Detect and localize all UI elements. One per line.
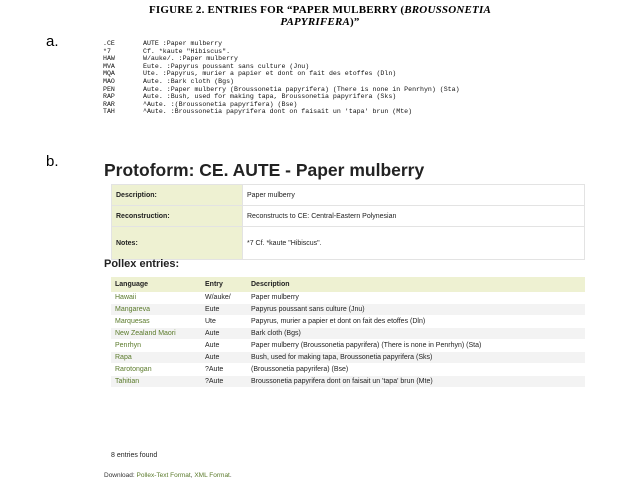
raw-entry-code: MVA bbox=[103, 62, 115, 70]
notes-value: *7 Cf. *kaute "Hibiscus". bbox=[243, 227, 585, 260]
description-cell: (Broussonetia papyrifera) (Bse) bbox=[247, 364, 585, 376]
table-row bbox=[111, 364, 585, 376]
raw-entry-text: ^Aute. :Broussonetia papyrifera dont on faisait un 'tapa' brun (Mte) bbox=[143, 108, 413, 116]
reconstruction-label: Reconstruction: bbox=[112, 206, 243, 227]
raw-entry-line bbox=[103, 78, 460, 86]
raw-entry-code: PEN bbox=[103, 85, 115, 93]
raw-entry-line bbox=[103, 40, 460, 48]
raw-entry-code: .CE bbox=[103, 40, 115, 47]
figure-title-italic-1: BROUSSONETIA bbox=[404, 4, 491, 16]
raw-entry-text: ^Aute. :(Broussonetia papyrifera) (Bse) bbox=[143, 100, 298, 108]
description-cell: Paper mulberry bbox=[247, 292, 585, 304]
column-header-language[interactable]: Language bbox=[111, 277, 201, 292]
raw-entry-code: MQA bbox=[103, 70, 115, 78]
language-link[interactable]: Penrhyn bbox=[111, 340, 201, 352]
reconstruction-value: Reconstructs to CE: Central-Eastern Polynesian bbox=[243, 206, 585, 227]
entry-cell: W/auke/ bbox=[201, 292, 247, 304]
figure-title-prefix: FIGURE 2. ENTRIES FOR “PAPER MULBERRY ( bbox=[149, 4, 405, 16]
download-label: Download: bbox=[104, 472, 135, 479]
description-cell: Paper mulberry (Broussonetia papyrifera) (There is none in Penrhyn) (Sta) bbox=[247, 340, 585, 352]
raw-entry-code: *7 bbox=[103, 47, 111, 55]
raw-entry-line bbox=[103, 108, 460, 116]
raw-entry-text: AUTE :Paper mulberry bbox=[143, 40, 223, 47]
raw-entry-line bbox=[103, 70, 460, 78]
description-cell: Bark cloth (Bgs) bbox=[247, 328, 585, 340]
raw-entry-line bbox=[103, 86, 460, 94]
entry-cell: ?Aute bbox=[201, 364, 247, 376]
entry-cell: Aute bbox=[201, 340, 247, 352]
raw-entry-line bbox=[103, 93, 460, 101]
language-link[interactable]: New Zealand Maori bbox=[111, 328, 201, 340]
download-xml-format-link[interactable]: XML Format bbox=[194, 472, 230, 479]
table-row bbox=[111, 316, 585, 328]
raw-entry-code: RAR bbox=[103, 100, 115, 108]
pollex-entries-body bbox=[111, 292, 585, 388]
entry-cell: ?Aute bbox=[201, 376, 247, 388]
download-text-format-link[interactable]: Pollex-Text Format bbox=[136, 472, 191, 479]
language-link[interactable]: Marquesas bbox=[111, 316, 201, 328]
table-row bbox=[111, 376, 585, 388]
language-link[interactable]: Rarotongan bbox=[111, 364, 201, 376]
table-row bbox=[111, 328, 585, 340]
raw-entry-line bbox=[103, 63, 460, 71]
entry-cell: Aute bbox=[201, 352, 247, 364]
column-header-entry[interactable]: Entry bbox=[201, 277, 247, 292]
figure-title bbox=[40, 4, 600, 28]
panel-b-label: b. bbox=[46, 153, 59, 170]
entries-found-count: 8 entries found bbox=[111, 452, 158, 459]
language-link[interactable]: Hawaii bbox=[111, 292, 201, 304]
raw-entry-code: TAH bbox=[103, 108, 115, 116]
entry-cell: Eute bbox=[201, 304, 247, 316]
raw-entry-text: Ute. :Papyrus, murier a papier et dont on fait des etoffes (Dln) bbox=[143, 70, 397, 78]
raw-entry-text: Aute. :Paper mulberry (Broussonetia papyrifera) (There is none in Penrhyn) (Sta) bbox=[143, 85, 460, 93]
raw-entry-text: Cf. *kaute "Hibiscus". bbox=[143, 47, 231, 55]
description-cell: Papyrus, murier a papier et dont on fait des etoffes (Dln) bbox=[247, 316, 585, 328]
raw-entry-code: MAO bbox=[103, 77, 115, 85]
raw-entry-text: Aute. :Bark cloth (Bgs) bbox=[143, 77, 235, 85]
protoform-title: Protoform: CE. AUTE - Paper mulberry bbox=[104, 160, 425, 180]
description-label: Description: bbox=[112, 185, 243, 206]
table-row bbox=[111, 340, 585, 352]
reconstruction-row bbox=[112, 206, 585, 227]
table-header-row bbox=[111, 277, 585, 292]
description-cell: Broussonetia papyrifera dont on faisait un 'tapa' brun (Mte) bbox=[247, 376, 585, 388]
description-cell: Bush, used for making tapa, Broussonetia papyrifera (Sks) bbox=[247, 352, 585, 364]
language-link[interactable]: Tahitian bbox=[111, 376, 201, 388]
raw-entry-line bbox=[103, 48, 460, 56]
entry-cell: Aute bbox=[201, 328, 247, 340]
table-row bbox=[111, 292, 585, 304]
description-cell: Papyrus poussant sans culture (Jnu) bbox=[247, 304, 585, 316]
download-bar bbox=[104, 472, 232, 479]
column-header-description[interactable]: Description bbox=[247, 277, 585, 292]
raw-entry-code: HAW bbox=[103, 55, 115, 63]
notes-label: Notes: bbox=[112, 227, 243, 260]
download-separator: , bbox=[190, 472, 195, 479]
raw-entry-code: RAP bbox=[103, 93, 115, 101]
raw-entry-list bbox=[103, 40, 460, 116]
raw-entry-text: W/auke/. :Paper mulberry bbox=[143, 55, 238, 63]
protoform-details-table bbox=[111, 184, 585, 260]
raw-entry-text: Eute. :Papyrus poussant sans culture (Jnu) bbox=[143, 62, 310, 70]
table-row bbox=[111, 352, 585, 364]
figure-title-suffix: )” bbox=[350, 16, 360, 28]
raw-entry-text: Aute. :Bush, used for making tapa, Broussonetia papyrifera (Sks) bbox=[143, 93, 397, 101]
raw-entry-line bbox=[103, 55, 460, 63]
pollex-entries-table bbox=[111, 277, 585, 388]
figure-title-italic-2: PAPYRIFERA bbox=[280, 16, 351, 28]
entry-cell: Ute bbox=[201, 316, 247, 328]
download-end: . bbox=[229, 472, 232, 479]
notes-row bbox=[112, 227, 585, 260]
description-row bbox=[112, 185, 585, 206]
description-value: Paper mulberry bbox=[243, 185, 585, 206]
pollex-entries-heading: Pollex entries: bbox=[104, 258, 180, 270]
language-link[interactable]: Mangareva bbox=[111, 304, 201, 316]
table-row bbox=[111, 304, 585, 316]
language-link[interactable]: Rapa bbox=[111, 352, 201, 364]
panel-a-label: a. bbox=[46, 33, 59, 50]
